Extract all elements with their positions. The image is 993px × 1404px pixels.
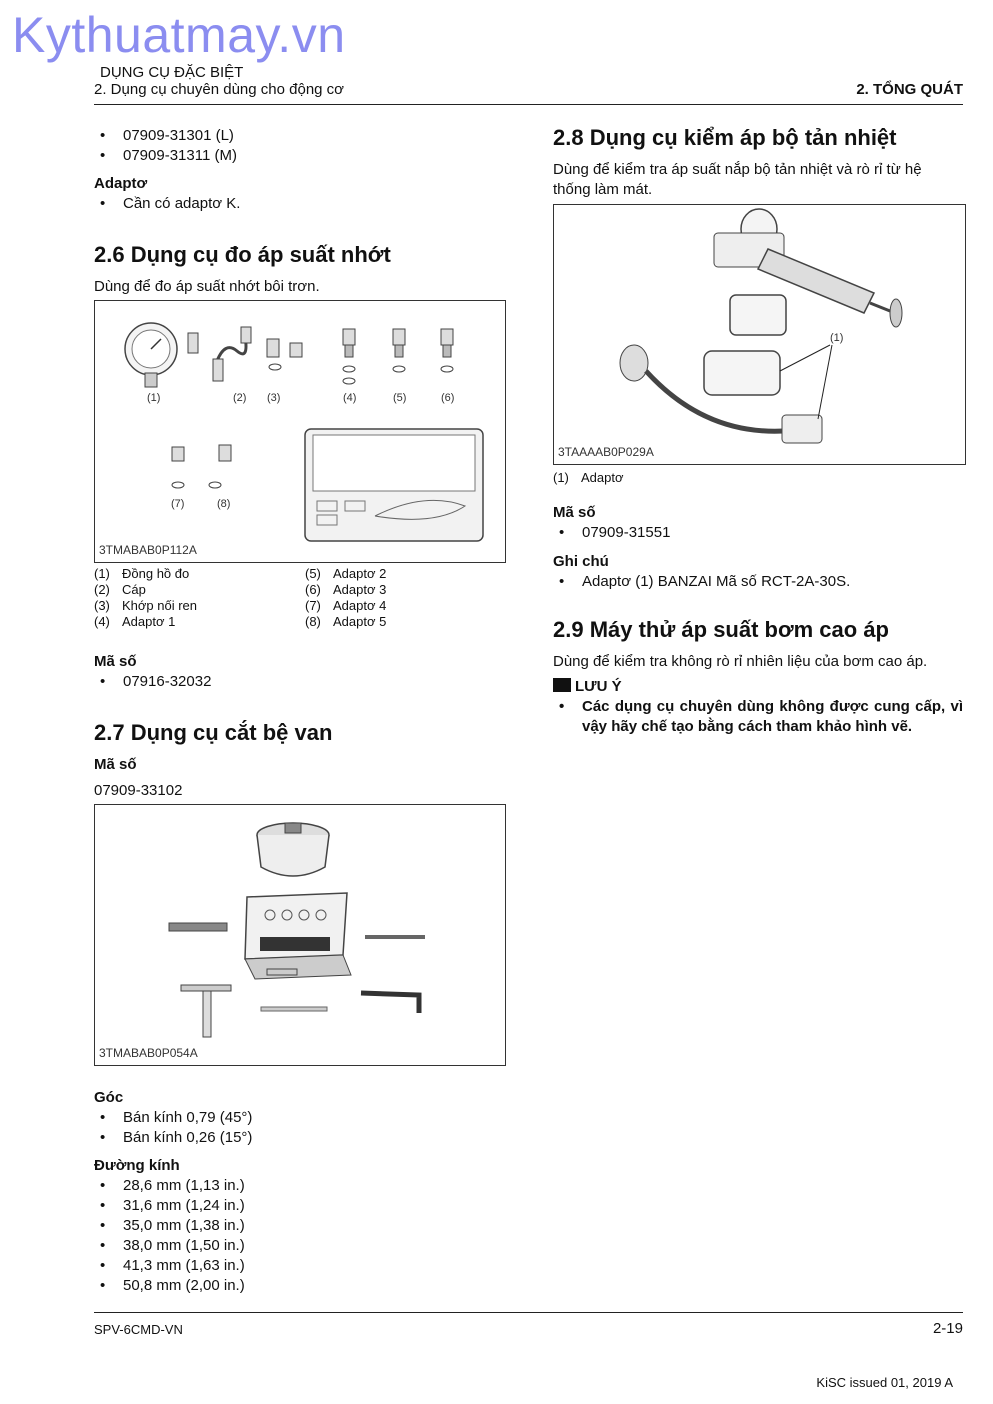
angle-heading: Góc: [94, 1089, 124, 1106]
legend-item: (1) Đồng hồ đo: [94, 566, 190, 581]
list-item: • 07909-31311 (M): [94, 146, 506, 166]
legend-number: (1): [553, 470, 569, 485]
list-item: • 38,0 mm (1,50 in.): [94, 1236, 506, 1256]
list-item: • 28,6 mm (1,13 in.): [94, 1176, 506, 1196]
caution-heading: LƯU Ý: [553, 677, 963, 697]
list-item: • 07909-31551: [553, 523, 963, 543]
adapter-heading: Adaptơ: [94, 175, 148, 192]
section-title-2-6: 2.6 Dụng cụ đo áp suất nhớt: [94, 242, 391, 267]
code-heading: Mã số: [553, 504, 596, 521]
figure-callout: (4): [343, 392, 357, 404]
section-title-2-8: 2.8 Dụng cụ kiểm áp bộ tản nhiệt: [553, 125, 897, 150]
right-column: [553, 124, 963, 737]
part-number: 07909-33102: [94, 782, 183, 799]
issued-note: KiSC issued 01, 2019 A: [816, 1375, 953, 1390]
figure-callout: (1): [830, 332, 844, 344]
diameter-list: [94, 1176, 506, 1296]
figure-callout: (6): [441, 392, 455, 404]
angle-list: [94, 1108, 506, 1148]
figure-legend: [94, 566, 506, 632]
diameter-heading: Đường kính: [94, 1157, 180, 1174]
code-heading: Mã số: [94, 756, 137, 773]
figure-callout: (5): [393, 392, 407, 404]
list-item: • 07909-31301 (L): [94, 126, 506, 146]
page-number: 2-19: [932, 1320, 963, 1337]
header-subsection: 2. Dụng cụ chuyên dùng cho động cơ: [94, 81, 345, 98]
legend-item: (4) Adaptơ 1: [94, 614, 176, 629]
list-item: • 07916-32032: [94, 672, 506, 692]
left-column: [94, 126, 506, 1296]
legend-text: Adaptơ: [581, 470, 624, 485]
note-heading: Ghi chú: [553, 553, 609, 570]
section-title-2-7: 2.7 Dụng cụ cắt bệ van: [94, 720, 333, 745]
adapter-list: [94, 194, 506, 214]
legend-item: (3) Khớp nối ren: [94, 598, 198, 613]
list-item: • 31,6 mm (1,24 in.): [94, 1196, 506, 1216]
figure-callout: (7): [171, 498, 185, 510]
radiator-tester-illustration: [554, 205, 965, 464]
watermark: Kythuatmay.vn: [12, 7, 346, 63]
list-item: • 41,3 mm (1,63 in.): [94, 1256, 506, 1276]
caution-icon: [553, 678, 571, 692]
code-list: [553, 523, 963, 543]
valve-seat-cutter-figure: [94, 804, 506, 1066]
legend-item: (7) Adaptơ 4: [305, 598, 387, 613]
figure-callout: (8): [217, 498, 231, 510]
figure-callout: (2): [233, 392, 247, 404]
code-heading: Mã số: [94, 653, 137, 670]
list-item: • Adaptơ (1) BANZAI Mã số RCT-2A-30S.: [553, 572, 963, 592]
legend-item: (6) Adaptơ 3: [305, 582, 387, 597]
header-section: 2. TỔNG QUÁT: [856, 81, 963, 98]
caution-list: [553, 697, 963, 737]
code-list: [94, 672, 506, 692]
figure-callout: (3): [267, 392, 281, 404]
section-title-2-9: 2.9 Máy thử áp suất bơm cao áp: [553, 617, 889, 642]
legend-item: (8) Adaptơ 5: [305, 614, 387, 629]
note-list: [553, 572, 963, 592]
oil-pressure-tool-illustration: [95, 301, 505, 562]
footer-rule: [94, 1312, 963, 1313]
figure-callout: (1): [147, 392, 161, 404]
list-item: • Các dụng cụ chuyên dùng không được cung cấp, vì vậy hãy chế tạo bằng cách tham khảo hình vẽ.: [553, 697, 963, 737]
part-number-list: [94, 126, 506, 166]
figure-code: 3TAAAAB0P029A: [558, 445, 654, 459]
footer-doc-code: SPV-6CMD-VN: [94, 1322, 183, 1337]
section-description: Dùng để kiểm tra không rò rỉ nhiên liệu của bơm cao áp.: [553, 653, 928, 670]
list-item: • 50,8 mm (2,00 in.): [94, 1276, 506, 1296]
header-chapter: DỤNG CỤ ĐẶC BIỆT: [100, 64, 244, 81]
valve-seat-cutter-illustration: [95, 805, 505, 1065]
figure-code: 3TMABAB0P054A: [99, 1046, 198, 1060]
section-description: Dùng để kiểm tra áp suất nắp bộ tản nhiệt và rò rỉ từ hệ thống làm mát.: [553, 161, 922, 198]
figure-legend: [553, 470, 963, 486]
header-rule: [94, 104, 963, 105]
section-description: Dùng để đo áp suất nhớt bôi trơn.: [94, 278, 320, 295]
list-item: • Bán kính 0,26 (15°): [94, 1128, 506, 1148]
figure-code: 3TMABAB0P112A: [99, 543, 197, 557]
list-item: • Bán kính 0,79 (45°): [94, 1108, 506, 1128]
list-item: • 35,0 mm (1,38 in.): [94, 1216, 506, 1236]
oil-pressure-tool-figure: [94, 300, 506, 563]
legend-item: (5) Adaptơ 2: [305, 566, 387, 581]
radiator-tester-figure: [553, 204, 966, 465]
legend-item: (2) Cáp: [94, 582, 146, 597]
list-item: • Cần có adaptơ K.: [94, 194, 506, 214]
